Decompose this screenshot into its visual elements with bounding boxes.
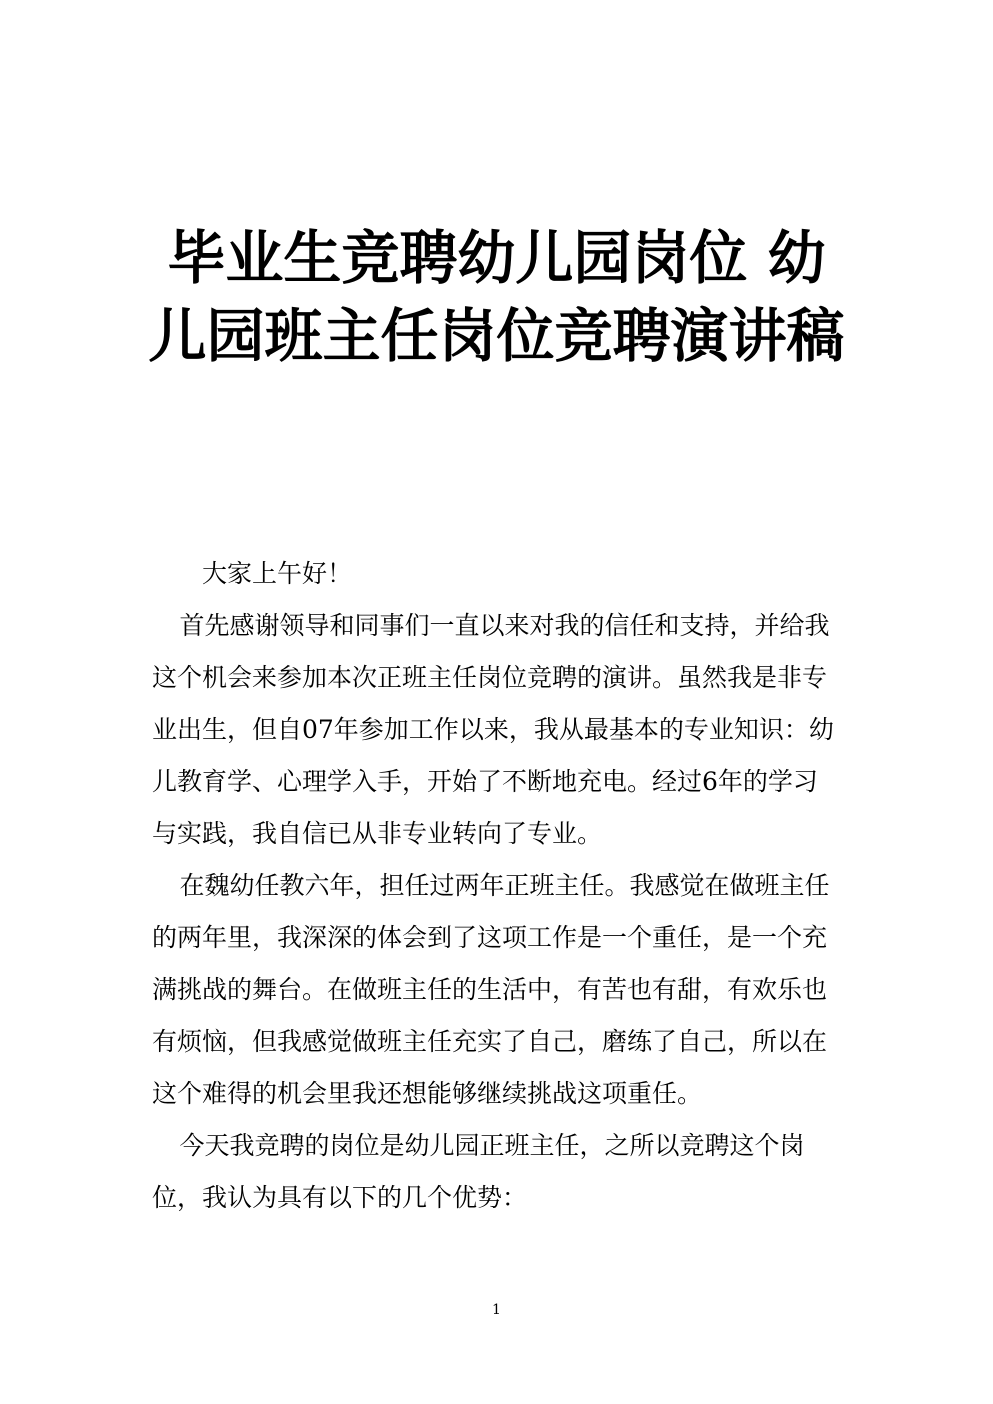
page-number: 1 bbox=[492, 1302, 501, 1318]
body-paragraph: 首先感谢领导和同事们一直以来对我的信任和支持，并给我这个机会来参加本次正班主任岗位竞聘的演讲。虽然我是非专业出生，但自07年参加工作以来，我从最基本的专业知识：幼儿教育学、心理学入手，开始了不断地充电。经过6年的学习与实践，我自信已从非专业转向了专业。 bbox=[152, 611, 834, 848]
body-paragraph: 在魏幼任教六年，担任过两年正班主任。我感觉在做班主任的两年里，我深深的体会到了这项工作是一个重任，是一个充满挑战的舞台。在做班主任的生活中，有苦也有甜，有欢乐也有烦恼，但我感觉做班主任充实了自己，磨练了自己，所以在这个难得的机会里我还想能够继续挑战这项重任。 bbox=[152, 871, 830, 1108]
body-paragraph: 今天我竞聘的岗位是幼儿园正班主任，之所以竞聘这个岗位，我认为具有以下的几个优势： bbox=[152, 1131, 805, 1212]
document-title: 毕业生竞聘幼儿园岗位 幼儿园班主任岗位竞聘演讲稿 bbox=[148, 223, 845, 370]
greeting-paragraph: 大家上午好！ bbox=[202, 559, 353, 588]
document-body bbox=[152, 548, 842, 1224]
